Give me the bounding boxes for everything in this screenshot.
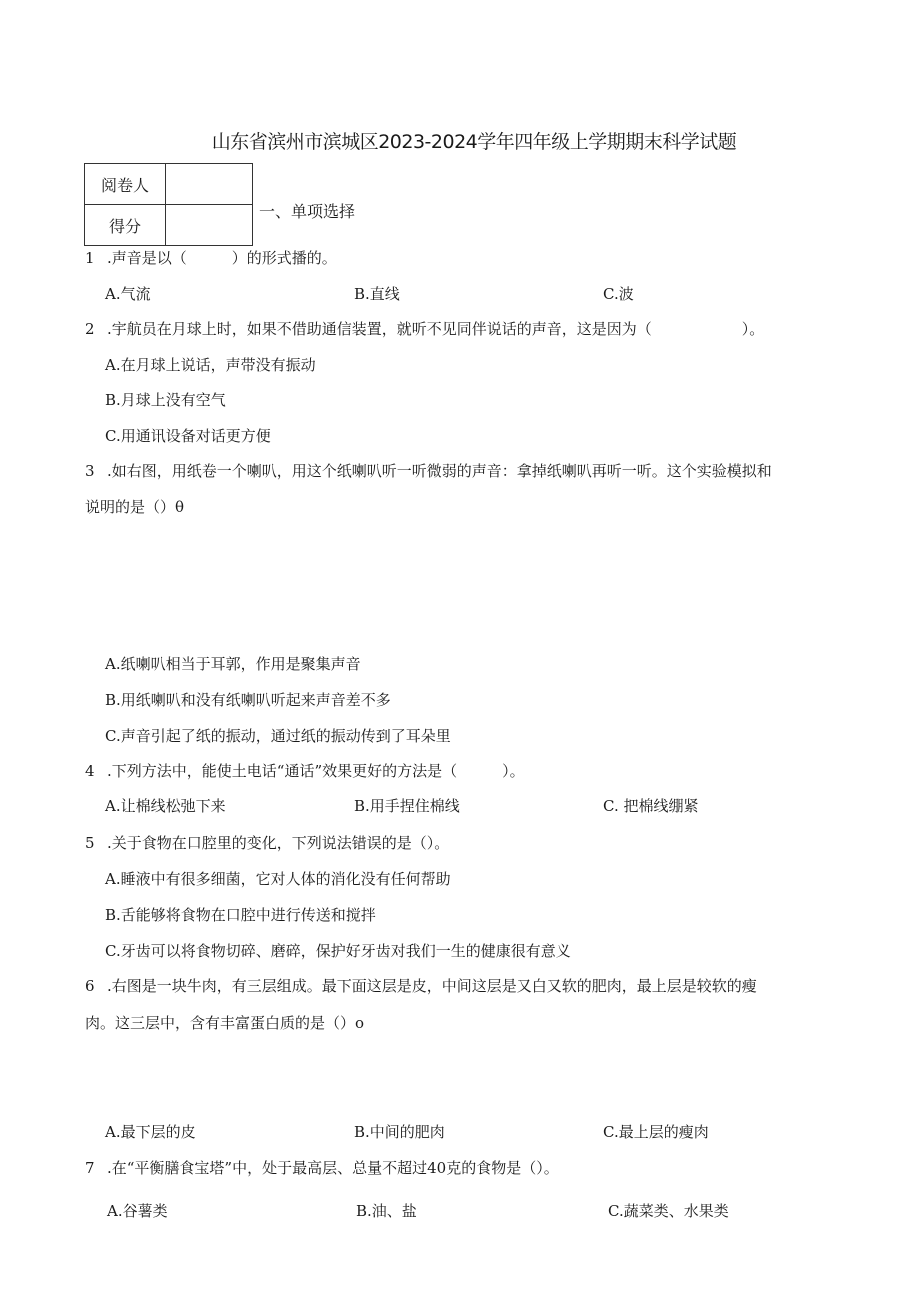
question-text: .在“平衡膳食宝塔”中，处于最高层、总量不超过40克的食物是（）。 — [107, 1159, 559, 1177]
q4-option-c: C. 把棉线绷紧 — [603, 797, 699, 815]
q2-option-c: C.用通讯设备对话更方便 — [105, 427, 271, 445]
score-label: 得分 — [85, 205, 166, 246]
question-6 — [85, 975, 757, 996]
question-4 — [85, 760, 525, 781]
question-text: .宇航员在月球上时，如果不借助通信装置，就听不见同伴说话的声音，这是因为（ ）。 — [107, 320, 765, 338]
question-number: 1 — [85, 249, 95, 267]
question-text: .右图是一块牛肉，有三层组成。最下面这层是皮，中间这层是又白又软的肥肉，最上层是较软的瘦 — [107, 977, 757, 995]
q3-option-c: C.声音引起了纸的振动，通过纸的振动传到了耳朵里 — [105, 727, 451, 745]
q4-option-a: A.让棉线松弛下来 — [105, 797, 226, 815]
question-6-continued: 肉。这三层中，含有丰富蛋白质的是（）o — [85, 1014, 365, 1032]
q6-option-b: B.中间的肥肉 — [354, 1123, 445, 1141]
q2-option-b: B.月球上没有空气 — [105, 391, 226, 409]
q3-option-b: B.用纸喇叭和没有纸喇叭听起来声音差不多 — [105, 691, 391, 709]
page-title: 山东省滨州市滨城区2023-2024学年四年级上学期期末科学试题 — [211, 131, 737, 153]
q3-option-a: A.纸喇叭相当于耳郭，作用是聚集声音 — [105, 655, 361, 673]
question-5 — [85, 832, 449, 853]
grader-value — [166, 164, 253, 205]
question-number: 7 — [85, 1159, 95, 1177]
question-number: 2 — [85, 320, 95, 338]
question-number: 6 — [85, 977, 95, 995]
q7-option-c: C.蔬菜类、水果类 — [608, 1202, 729, 1220]
question-2 — [85, 318, 764, 339]
q7-option-b: B.油、盐 — [356, 1202, 417, 1220]
question-text: .如右图，用纸卷一个喇叭，用这个纸喇叭听一听微弱的声音：拿掉纸喇叭再听一听。这个实验模拟和 — [107, 462, 772, 480]
q5-option-a: A.睡液中有很多细菌，它对人体的消化没有任何帮助 — [105, 870, 451, 888]
question-number: 3 — [85, 462, 95, 480]
question-number: 4 — [85, 762, 95, 780]
question-number: 5 — [85, 834, 95, 852]
q2-option-a: A.在月球上说话，声带没有振动 — [105, 356, 316, 374]
question-text: .下列方法中，能使土电话“通话”效果更好的方法是（ ）。 — [107, 762, 525, 780]
q7-option-a: A.谷薯类 — [107, 1202, 168, 1220]
q6-option-a: A.最下层的皮 — [105, 1123, 196, 1141]
question-3 — [85, 460, 772, 481]
section-title: 一、单项选择 — [259, 202, 356, 221]
grader-score-table — [84, 163, 253, 246]
q4-option-b: B.用手捏住棉线 — [354, 797, 460, 815]
q1-option-c: C.波 — [603, 285, 634, 303]
question-1 — [85, 247, 337, 268]
question-text: .关于食物在口腔里的变化，下列说法错误的是（）。 — [107, 834, 450, 852]
question-text: .声音是以（ ）的形式播的。 — [107, 249, 337, 267]
score-value — [166, 205, 253, 246]
q1-option-b: B.直线 — [354, 285, 400, 303]
q5-option-b: B.舌能够将食物在口腔中进行传送和搅拌 — [105, 906, 376, 924]
grader-label: 阅卷人 — [85, 164, 166, 205]
q5-option-c: C.牙齿可以将食物切碎、磨碎，保护好牙齿对我们一生的健康很有意义 — [105, 942, 571, 960]
question-3-continued: 说明的是（）θ — [85, 498, 185, 516]
q6-option-c: C.最上层的瘦肉 — [603, 1123, 709, 1141]
q1-option-a: A.气流 — [105, 285, 151, 303]
question-7 — [85, 1157, 559, 1178]
